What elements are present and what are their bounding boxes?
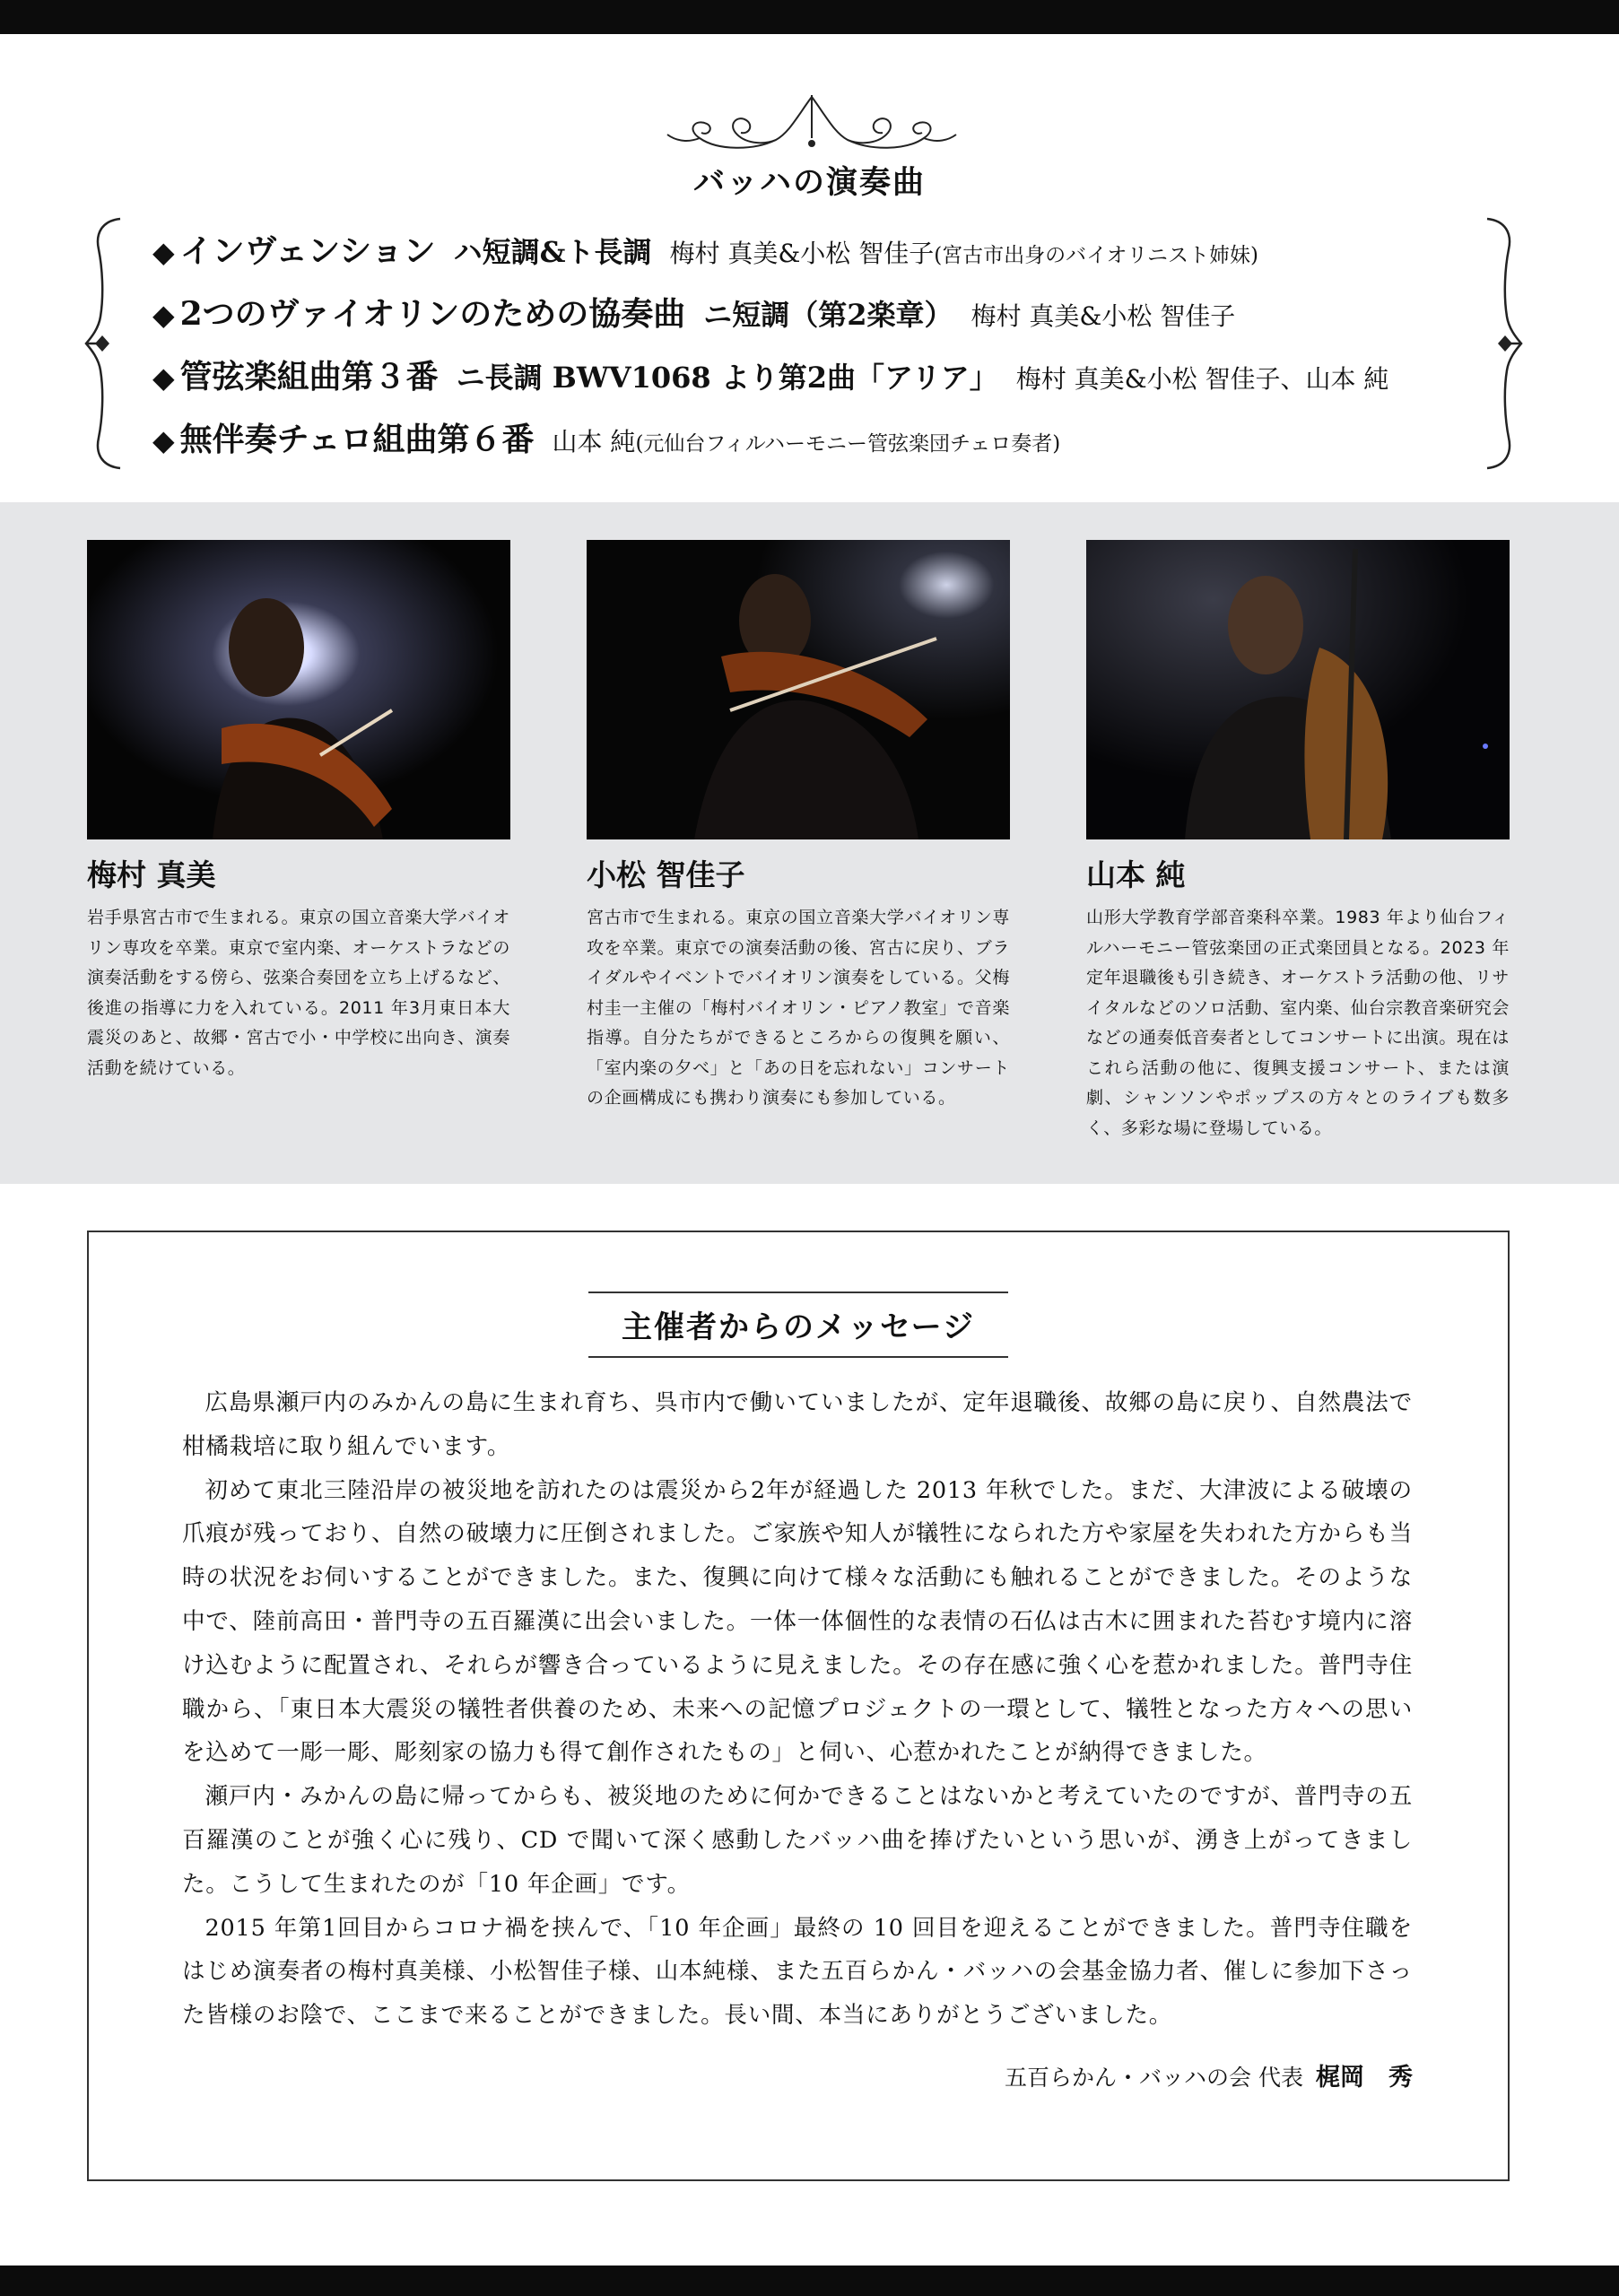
piece-performers: 梅村 真美&小松 智佳子: [669, 239, 935, 268]
performer-photo: [1086, 540, 1510, 839]
piece-note: (元仙台フィルハーモニー管弦楽団チェロ奏者): [635, 432, 1061, 456]
program-list: [152, 220, 1480, 471]
message-title: 主催者からのメッセージ: [622, 1309, 975, 1345]
performer-name: 梅村 真美: [87, 857, 216, 892]
performer-photo: [87, 540, 510, 839]
piece-title: 管弦楽組曲第３番: [179, 358, 439, 396]
performer-card: [587, 540, 1010, 1114]
piece-key: ニ長調 BWV1068 より第2曲「アリア」: [456, 361, 998, 395]
piece-title: 2つのヴァイオリンのための協奏曲: [179, 295, 686, 333]
piece-performers: 梅村 真美&小松 智佳子: [971, 301, 1236, 331]
right-bracket-ornament-icon: [1480, 213, 1525, 474]
diamond-bullet-icon: ◆: [152, 423, 175, 457]
message-paragraph: 初めて東北三陸沿岸の被災地を訪れたのは震災から2年が経過した 2013 年秋でした。まだ、大津波による破壊の爪痕が残っており、自然の破壊力に圧倒されました。ご家族や知人が犠牲になられた方や家屋を失われた方からも当時の状況をお伺いすることができました。また、復興に向けて様々な活動にも触れることができました。そのような中で、陸前高田・普門寺の五百羅漢に出会いました。一体一体個性的な表情の石仏は古木に囲まれた苔むす境内に溶け込むように配置され、それらが響き合っているように見えました。その存在感に強く心を惹かれました。普門寺住職から、「東日本大震災の犠牲者供養のため、未来への記憶プロジェクトの一環として、犠牲となった方々への思いを込めて一彫一彫、彫刻家の協力も得て創作されたもの」と伺い、心惹かれたことが納得できました。: [182, 1476, 1413, 1767]
program-section-title: バッハの演奏曲: [692, 165, 926, 201]
message-paragraph: 瀬戸内・みかんの島に帰ってからも、被災地のために何かできることはないかと考えていたのですが、普門寺の五百羅漢のことが強く心に残り、CD で聞いて深く感動したバッハ曲を捧げたいという思いが、湧き上がってきました。こうして生まれたのが「10 年企画」です。: [182, 1783, 1413, 1898]
piece-performers: 山本 純: [552, 427, 636, 457]
top-scan-border: [0, 0, 1619, 34]
message-paragraph: 2015 年第1回目からコロナ禍を挟んで、「10 年企画」最終の 10 回目を迎えることができました。普門寺住職をはじめ演奏者の梅村真美様、小松智佳子様、山本純様、また五百らかん・バッハの会基金協力者、催しに参加下さった皆様のお陰で、ここまで来ることができました。長い間、本当にありがとうございました。: [182, 1914, 1413, 2030]
program-item: [152, 283, 1480, 345]
performer-card: [87, 540, 510, 1083]
piece-key: ハ短調&ト長調: [453, 235, 652, 269]
signature-name: 梶岡 秀: [1316, 2064, 1413, 2092]
message-paragraph: 広島県瀬戸内のみかんの島に生まれ育ち、呉市内で働いていましたが、定年退職後、故郷の島に戻り、自然農法で柑橘栽培に取り組んでいます。: [182, 1389, 1413, 1460]
performer-bio: 岩手県宮古市で生まれる。東京の国立音楽大学バイオリン専攻を卒業。東京で室内楽、オーケストラなどの演奏活動をする傍ら、弦楽合奏団を立ち上げるなど、後進の指導に力を入れている。2011 年3月東日本大震災のあと、故郷・宮古で小・中学校に出向き、演奏活動を続けている。: [87, 908, 510, 1078]
piece-key: ニ短調（第2楽章）: [703, 298, 953, 332]
bottom-scan-border: [0, 2266, 1619, 2296]
flourish-ornament-icon: [664, 88, 960, 154]
piece-title: 無伴奏チェロ組曲第６番: [179, 421, 535, 458]
signature-organization: 五百らかん・バッハの会 代表: [1005, 2065, 1303, 2091]
diamond-bullet-icon: ◆: [152, 235, 175, 269]
performer-bio: 山形大学教育学部音楽科卒業。1983 年より仙台フィルハーモニー管弦楽団の正式楽団員となる。2023 年定年退職後も引き続き、オーケストラ活動の他、リサイタルなどのソロ活動、室内楽、仙台宗教音楽研究会などの通奏低音奏者としてコンサートに出演。現在はこれら活動の他に、復興支援コンサート、または演劇、シャンソンやポップスの方々とのライブも数多く、多彩な場に登場している。: [1086, 908, 1510, 1138]
piece-performers: 梅村 真美&小松 智佳子、山本 純: [1015, 364, 1389, 394]
piece-note: (宮古市出身のバイオリニスト姉妹): [934, 244, 1258, 267]
message-title-top-rule: [588, 1292, 1008, 1293]
performer-card: [1086, 540, 1510, 1144]
program-item: [152, 408, 1480, 471]
program-item: [152, 345, 1480, 408]
performer-bio: 宮古市で生まれる。東京の国立音楽大学バイオリン専攻を卒業。東京での演奏活動の後、宮古に戻り、ブライダルやイベントでバイオリン演奏をしている。父梅村圭一主催の「梅村バイオリン・ピアノ教室」で音楽指導。自分たちができるところからの復興を願い、「室内楽の夕べ」と「あの日を忘れない」コンサートの企画構成にも携わり演奏にも参加している。: [587, 908, 1010, 1108]
program-item: [152, 220, 1480, 283]
diamond-bullet-icon: ◆: [152, 298, 175, 332]
piece-title: インヴェンション: [179, 232, 436, 270]
performer-photo: [587, 540, 1010, 839]
message-signature: [0, 2057, 1413, 2092]
left-bracket-ornament-icon: [83, 213, 127, 474]
performer-name: 山本 純: [1086, 857, 1186, 892]
message-body: [182, 1381, 1413, 2038]
performer-name: 小松 智佳子: [587, 857, 745, 892]
message-title-bottom-rule: [588, 1356, 1008, 1358]
diamond-bullet-icon: ◆: [152, 361, 175, 395]
